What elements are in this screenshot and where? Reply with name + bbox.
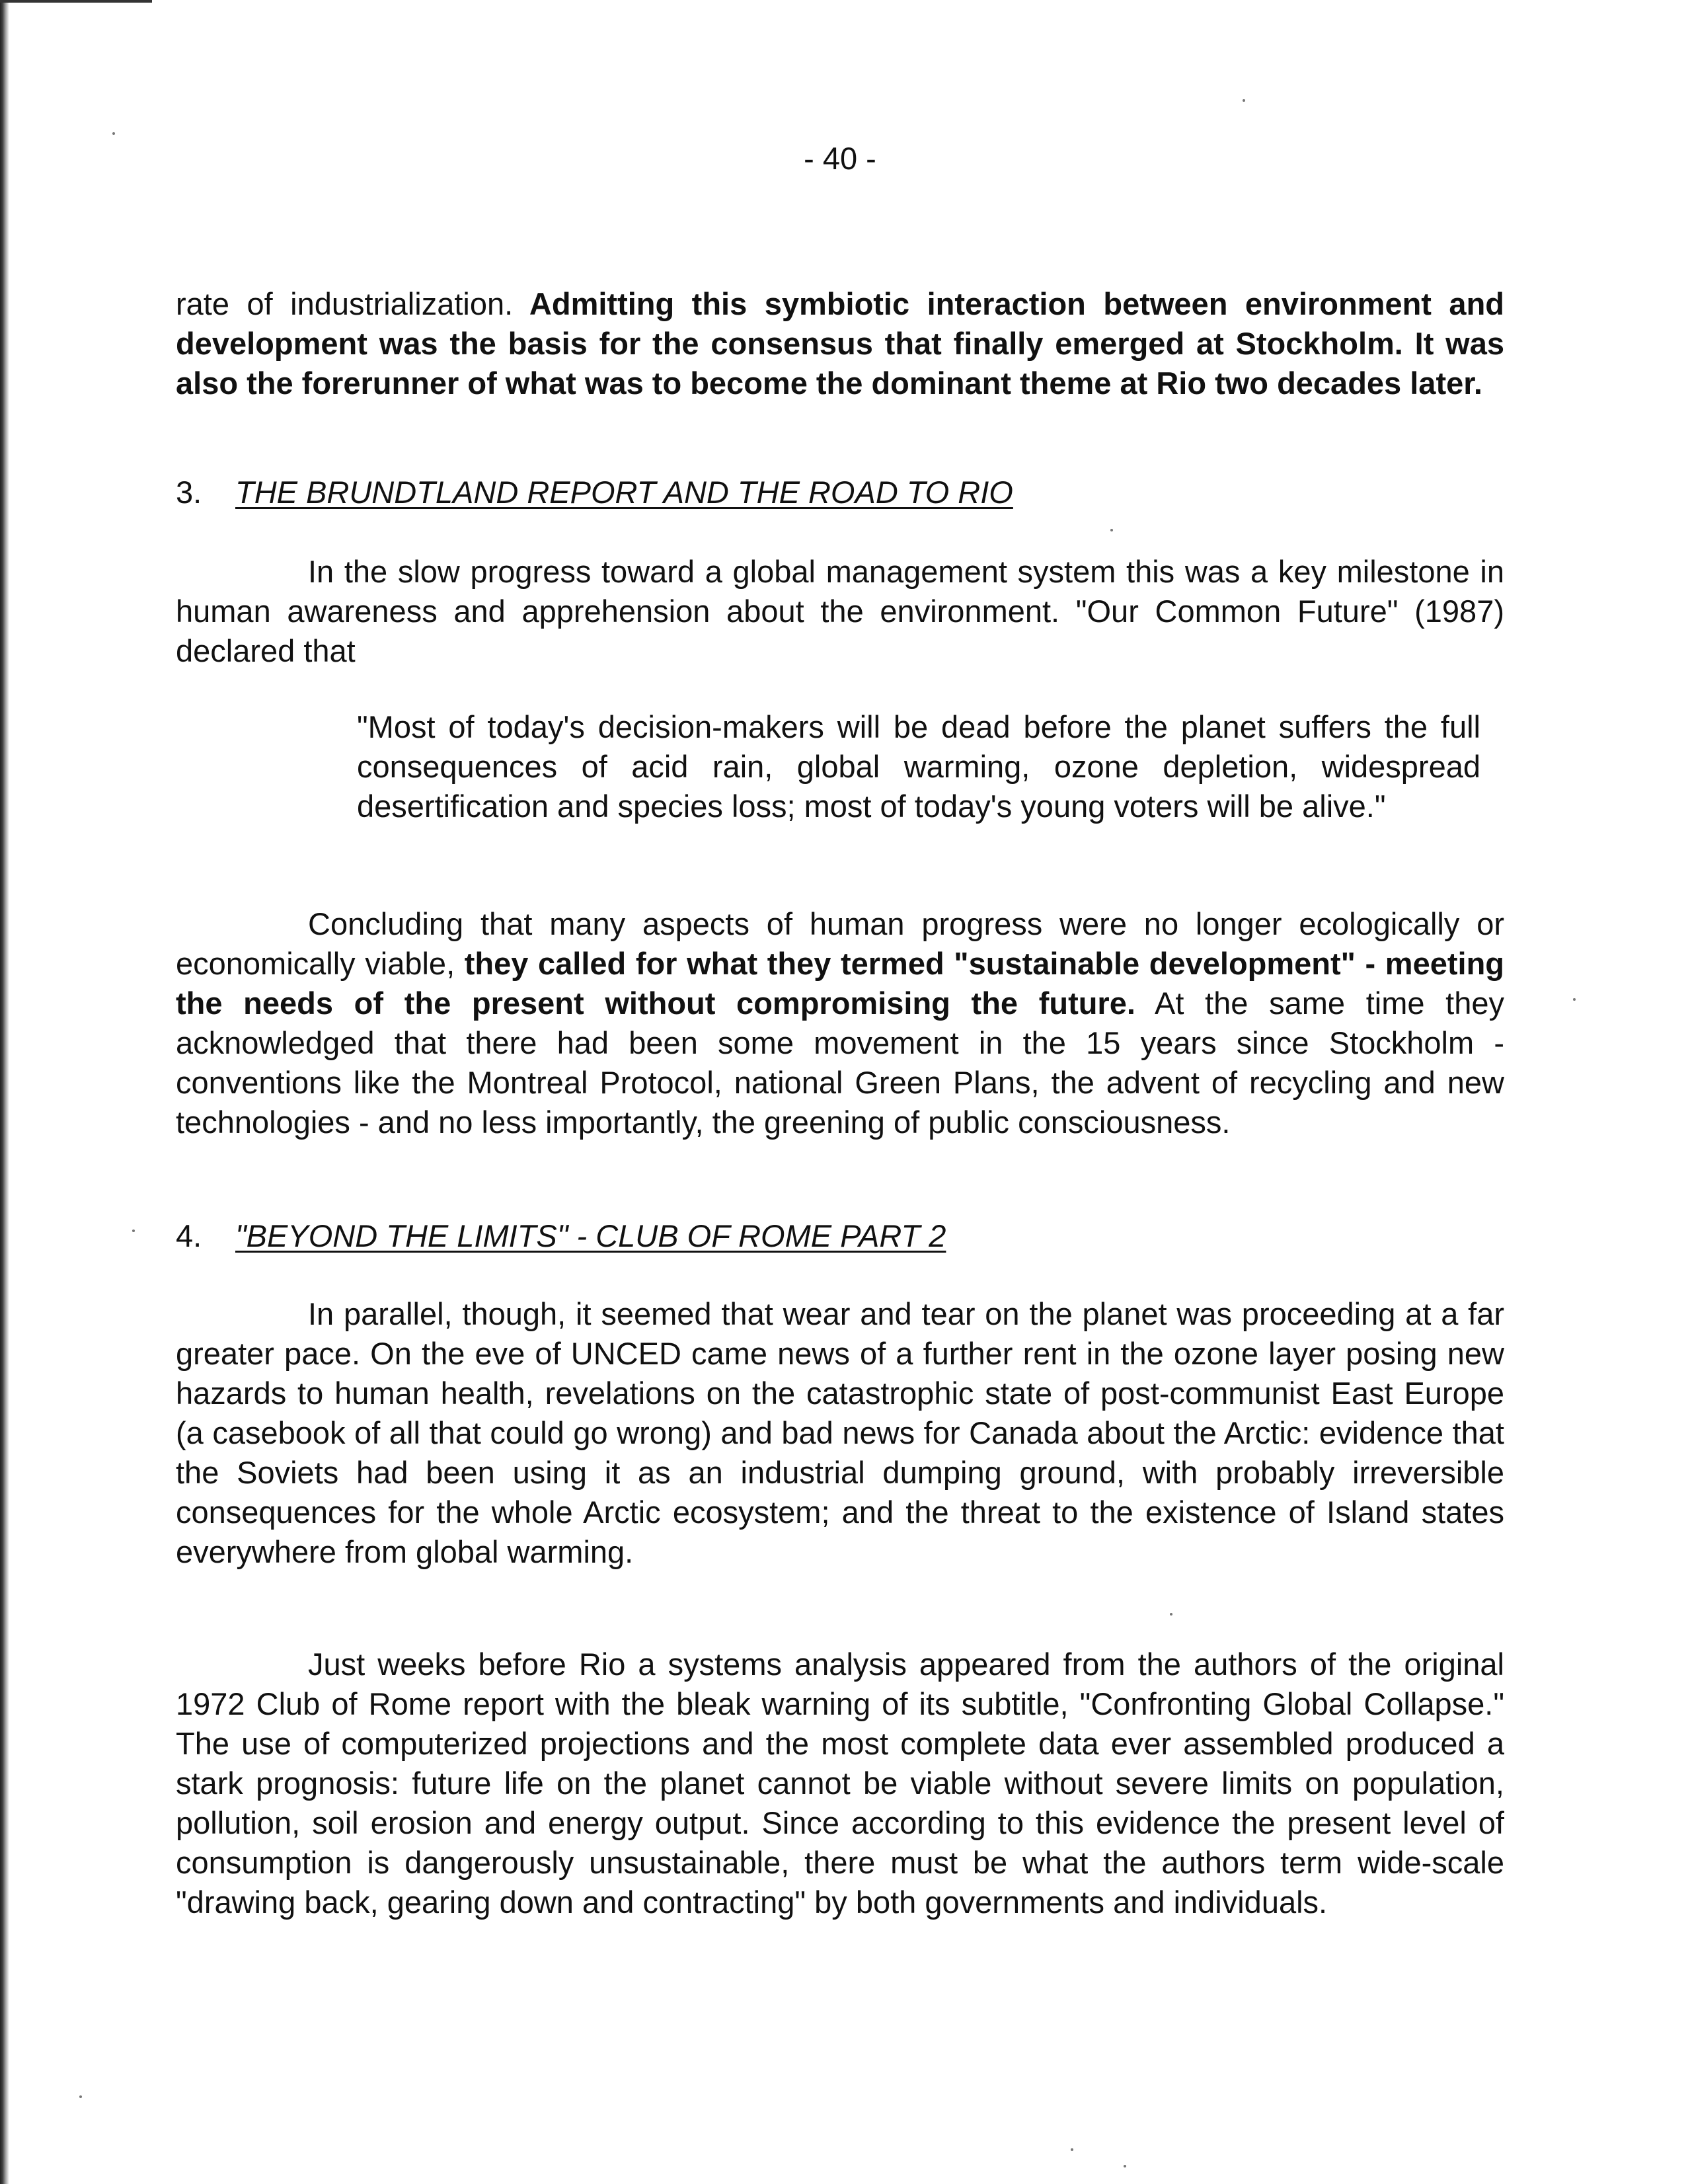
scan-speck [1110, 529, 1113, 531]
scan-speck [1170, 1613, 1172, 1616]
scan-speck [1071, 2148, 1073, 2151]
intro-paragraph [176, 284, 1504, 403]
scan-edge [0, 0, 9, 2184]
section-3-paragraph-1: In the slow progress toward a global management system this was a key milestone in human awareness and apprehension about the environment. "Our Common Future" (1987) declared that [176, 554, 1504, 668]
section-3-title: THE BRUNDTLAND REPORT AND THE ROAD TO RIO [235, 475, 1013, 510]
para2-bold: they called for what they termed "sustainable development" - meeting the needs of the present without compromising the future. [176, 946, 1505, 1021]
section-3-heading [176, 473, 1013, 512]
para2-start: Concluding that many aspects of human progress were no longer ecologically or economically viable, [176, 906, 1504, 981]
scan-speck [1573, 998, 1576, 1001]
scan-speck [132, 1229, 135, 1232]
section-4-heading [176, 1216, 946, 1256]
para2-end: At the same time they acknowledged that there had been some movement in the 15 years since Stockholm - conventions like the Montreal Protocol, national Green Plans, the advent of recycling and new technologies - and no less importantly, the greening of public consciousness. [176, 986, 1505, 1140]
section-4-paragraph-2: Just weeks before Rio a systems analysis appeared from the authors of the original 1972 Club of Rome report with the bleak warning of its subtitle, "Confronting Global Collapse." The use of computerized projections and the most complete data ever assembled produced a stark prognosis: future life on the planet cannot be viable without severe limits on population, pollution, soil erosion and energy output. Since according to this evidence the present level of consumption is dangerously unsustainable, there must be what the authors term wide-scale "drawing back, gearing down and contracting" by both governments and individuals. [176, 1647, 1504, 1920]
scan-speck [112, 132, 115, 135]
section-4-paragraph-1: In parallel, though, it seemed that wear and tear on the planet was proceeding at a far greater pace. On the eve of UNCED came news of a further rent in the ozone layer posing new hazards to human health, revelations on the catastrophic state of post-communist East Europe (a casebook of all that could go wrong) and bad news for Canada about the Arctic: evidence that the Soviets had been using it as an industrial dumping ground, with probably irreversible consequences for the whole Arctic ecosystem; and the threat to the existence of Island states everywhere from global warming. [176, 1296, 1504, 1569]
scan-top-mark [0, 0, 152, 3]
section-3-number: 3. [176, 475, 202, 510]
intro-text: rate of industrialization. [176, 286, 514, 321]
brundtland-quote: "Most of today's decision-makers will be dead before the planet suffers the full consequences of acid rain, global warming, ozone depletion, widespread desertification and species loss; most of today's young voters will be alive." [357, 709, 1480, 824]
intro-bold-text: Admitting this symbiotic interaction between environment and development was the basis for the consensus that finally emerged at Stockholm. It was also the forerunner of what was to become the dominant theme at Rio two decades later. [176, 286, 1504, 401]
section-4-number: 4. [176, 1218, 202, 1253]
section-4-title: "BEYOND THE LIMITS" - CLUB OF ROME PART 2 [235, 1218, 946, 1253]
scan-speck [79, 2095, 82, 2098]
scan-speck [1124, 2165, 1126, 2167]
page-number: - 40 - [804, 141, 876, 176]
scan-speck [1243, 99, 1245, 102]
section-3-paragraph-2 [176, 904, 1504, 1142]
